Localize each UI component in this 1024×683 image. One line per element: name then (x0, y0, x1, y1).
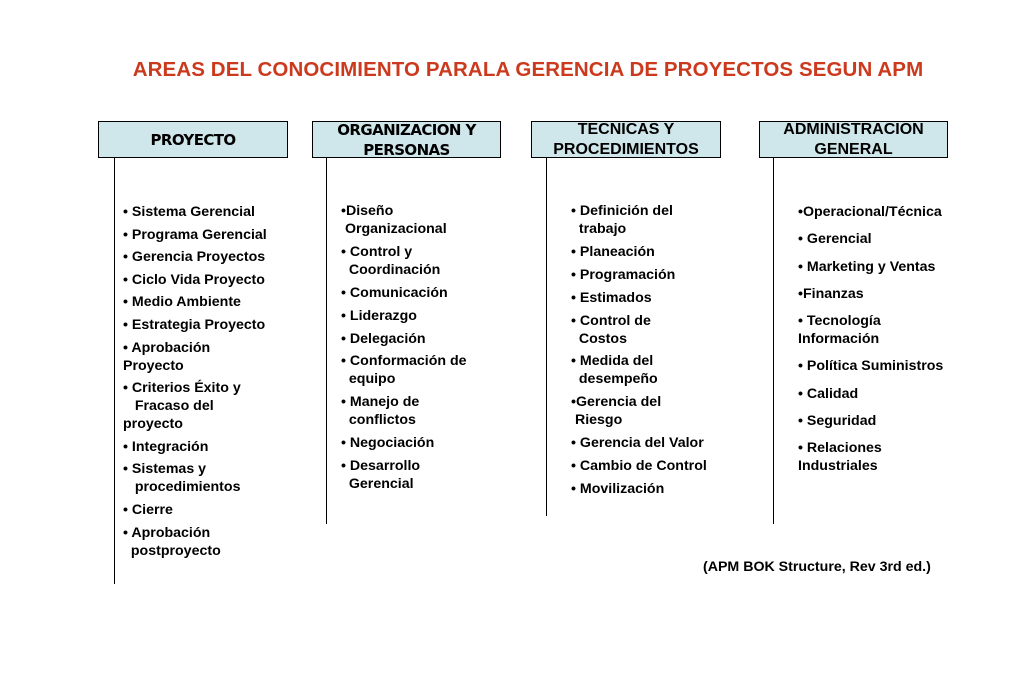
list-item: • Desarrollo Gerencial (341, 458, 421, 493)
list-item: •Diseño Organizacional (341, 203, 447, 237)
list-item: • Programación (571, 266, 676, 283)
list-item: • Medio Ambiente (123, 294, 241, 311)
list-item: • Aprobación Proyecto (123, 339, 211, 374)
list-item: • Comunicación (341, 284, 448, 301)
list-item: •Operacional/Técnica (798, 204, 942, 220)
list-item: • Definición del trabajo (571, 203, 673, 237)
list-item: • Estimados (571, 289, 652, 306)
list-item: • Marketing y Ventas (798, 258, 936, 275)
list-organizacion-personas (341, 202, 541, 493)
list-item: • Gerencial (798, 231, 872, 248)
header-organizacion-personas (312, 121, 501, 158)
list-item: • Gerencia Proyectos (123, 249, 266, 266)
header-label: ORGANIZACION Y PERSONAS (337, 120, 476, 159)
list-item: • Medida del desempeño (571, 353, 658, 388)
list-item: • Gerencia del Valor (571, 435, 704, 452)
list-item: • Sistemas y procedimientos (123, 461, 241, 496)
list-item: • Integración (123, 438, 209, 455)
list-item: •Finanzas (798, 285, 864, 302)
list-item: • Conformación de equipo (341, 353, 467, 388)
list-item: •Gerencia del Riesgo (571, 394, 662, 429)
header-proyecto (98, 121, 288, 158)
list-item: • Calidad (798, 385, 859, 402)
list-tecnicas-procedimientos (571, 202, 771, 498)
connector-line-administracion (773, 158, 774, 524)
list-item: • Tecnología Información (798, 313, 881, 348)
list-proyecto (123, 203, 313, 560)
list-item: • Ciclo Vida Proyecto (123, 271, 265, 288)
header-label: TECNICAS Y PROCEDIMIENTOS (553, 120, 699, 158)
list-item: • Seguridad (798, 413, 877, 430)
list-item: • Planeación (571, 243, 655, 260)
source-footnote: (APM BOK Structure, Rev 3rd ed.) (703, 559, 931, 575)
list-item: • Cierre (123, 501, 173, 518)
connector-line-organizacion (326, 158, 327, 524)
header-tecnicas-procedimientos (531, 121, 721, 158)
list-item: • Política Suministros (798, 358, 944, 375)
list-item: • Movilización (571, 481, 665, 498)
list-item: • Control y Coordinación (341, 243, 441, 278)
diagram-title: AREAS DEL CONOCIMIENTO PARALA GERENCIA DE PROYECTOS SEGUN APM (132, 58, 924, 81)
list-item: • Manejo de conflictos (341, 394, 420, 429)
list-item: • Negociación (341, 435, 435, 452)
header-label: PROYECTO (150, 130, 236, 149)
list-item: • Liderazgo (341, 307, 417, 324)
connector-line-proyecto (114, 158, 115, 584)
list-item: • Criterios Éxito y Fracaso del proyecto (123, 380, 241, 433)
list-item: • Control de Costos (571, 312, 651, 347)
list-item: • Programa Gerencial (123, 226, 267, 243)
list-administracion-general (798, 203, 998, 475)
list-item: • Sistema Gerencial (123, 204, 255, 220)
header-administracion-general (759, 121, 948, 158)
list-item: • Cambio de Control (571, 458, 707, 475)
list-item: • Relaciones Industriales (798, 440, 882, 475)
header-label: ADMINISTRACION GENERAL (783, 120, 924, 158)
list-item: • Delegación (341, 330, 426, 347)
list-item: • Estrategia Proyecto (123, 316, 266, 333)
list-item: • Aprobación postproyecto (123, 524, 221, 559)
connector-line-tecnicas (546, 158, 547, 516)
